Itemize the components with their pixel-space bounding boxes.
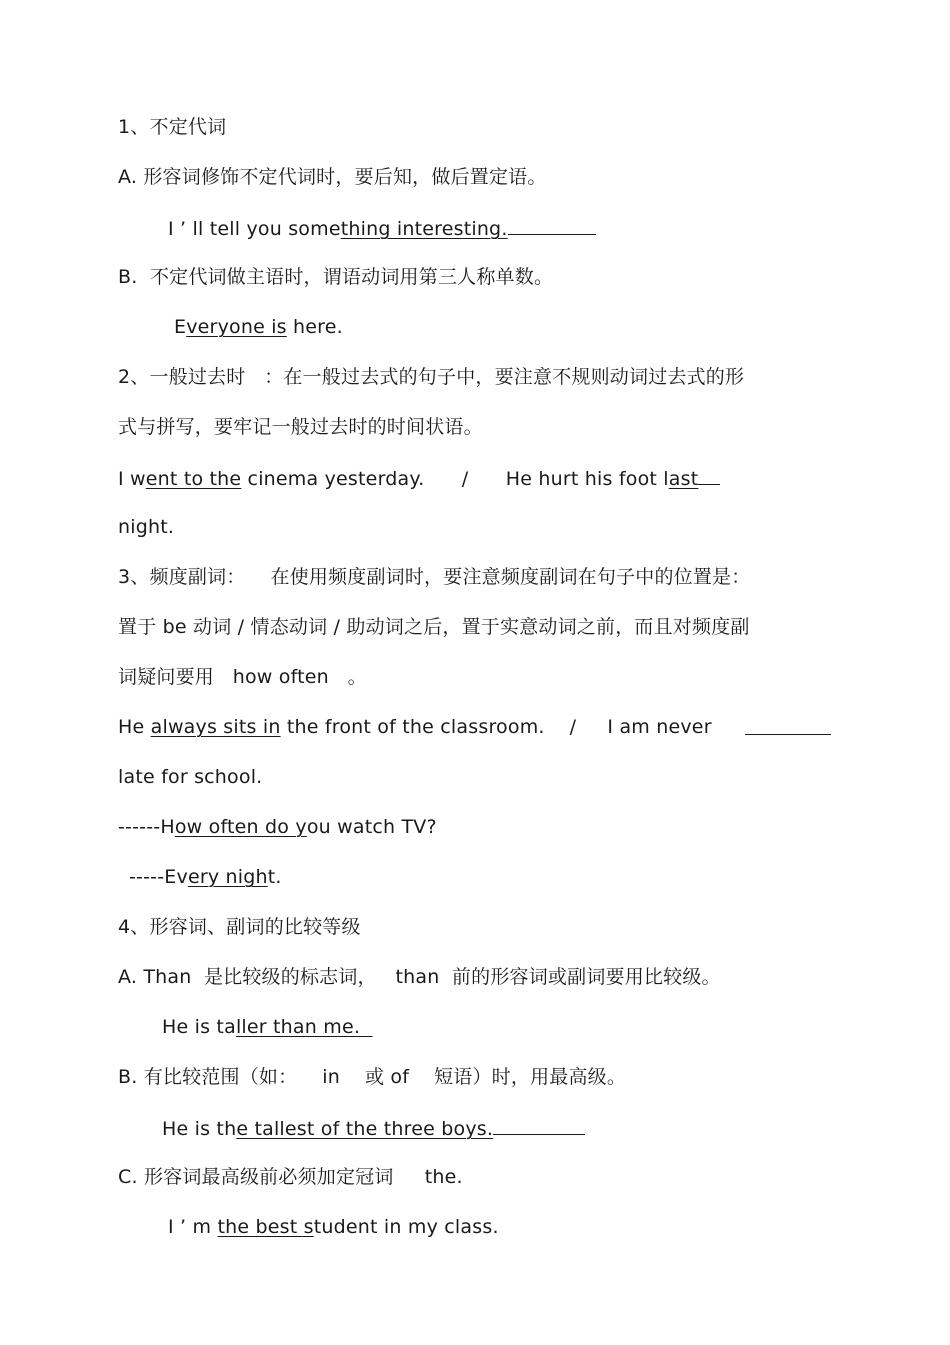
section-3-title-cont: 置于 be 动词 / 情态动词 / 助动词之后，置于实意动词之前，而且对频度副: [118, 616, 750, 638]
underlined-text: ast: [668, 468, 699, 490]
answer-blank-line: [745, 714, 831, 742]
example-text: ------H: [118, 816, 175, 838]
example-text: E: [174, 316, 187, 338]
rule-1a: A. 形容词修饰不定代词时，要后知，做后置定语。: [118, 166, 547, 188]
answer-blank: [508, 214, 596, 235]
example-1b: [174, 314, 343, 340]
example-text: I ’ ll tell you some: [168, 218, 341, 240]
example-text: here.: [286, 316, 343, 338]
example-text: I w: [118, 468, 146, 490]
section-3-title-cont2: 词疑问要用 how often 。: [118, 666, 367, 688]
example-text: He: [118, 716, 151, 738]
underlined-text: ller than me.: [235, 1016, 373, 1038]
section-3-title: 3、频度副词： 在使用频度副词时，要注意频度副词在句子中的位置是：: [118, 566, 751, 588]
answer-blank: [493, 1114, 585, 1135]
example-1a: [168, 214, 596, 242]
example-3-cont: late for school.: [118, 766, 263, 788]
example-text: cinema yesterday. / He hurt his foot l: [241, 468, 669, 490]
example-2: [118, 464, 720, 492]
underlined-text: e tallest of the three boys.: [236, 1118, 494, 1140]
example-4a: [162, 1014, 373, 1040]
underlined-text: the best s: [217, 1216, 314, 1238]
example-text: the front of the classroom. / I am never: [280, 716, 712, 738]
example-text: He is th: [162, 1118, 237, 1140]
rule-4b: B. 有比较范围（如： in 或 of 短语）时，用最高级。: [118, 1066, 627, 1088]
underlined-text: ery nigh: [187, 866, 268, 888]
example-3: [118, 714, 712, 740]
example-4b: [162, 1114, 585, 1142]
section-1-title: 1、不定代词: [118, 116, 227, 138]
example-text: tudent in my class.: [313, 1216, 499, 1238]
example-3-answer: [129, 864, 282, 890]
underlined-text: veryone is: [186, 316, 287, 338]
rule-4a: A. Than 是比较级的标志词， than 前的形容词或副词要用比较级。: [118, 966, 721, 988]
example-text: He is ta: [162, 1016, 236, 1038]
example-text: ou watch TV?: [306, 816, 437, 838]
rule-1b: B. 不定代词做主语时，谓语动词用第三人称单数。: [118, 266, 554, 288]
example-text: -----Ev: [129, 866, 188, 888]
section-4-title: 4、形容词、副词的比较等级: [118, 916, 361, 938]
underlined-text: thing interesting.: [340, 218, 508, 240]
section-2-title: 2、一般过去时 ：在一般过去式的句子中，要注意不规则动词过去式的形: [118, 366, 745, 388]
example-4c: [168, 1214, 499, 1240]
underlined-text: ent to the: [145, 468, 242, 490]
underlined-text: ow often do y: [174, 816, 307, 838]
example-2-cont: night.: [118, 516, 175, 538]
answer-blank: [698, 464, 720, 485]
answer-blank: [745, 714, 831, 735]
rule-4c: C. 形容词最高级前必须加定冠词 the.: [118, 1166, 463, 1188]
example-text: t.: [267, 866, 282, 888]
underlined-text: always sits in: [150, 716, 281, 738]
example-3-question: [118, 814, 437, 840]
section-2-title-cont: 式与拼写，要牢记一般过去时的时间状语。: [118, 416, 483, 438]
example-text: I ’ m: [168, 1216, 218, 1238]
